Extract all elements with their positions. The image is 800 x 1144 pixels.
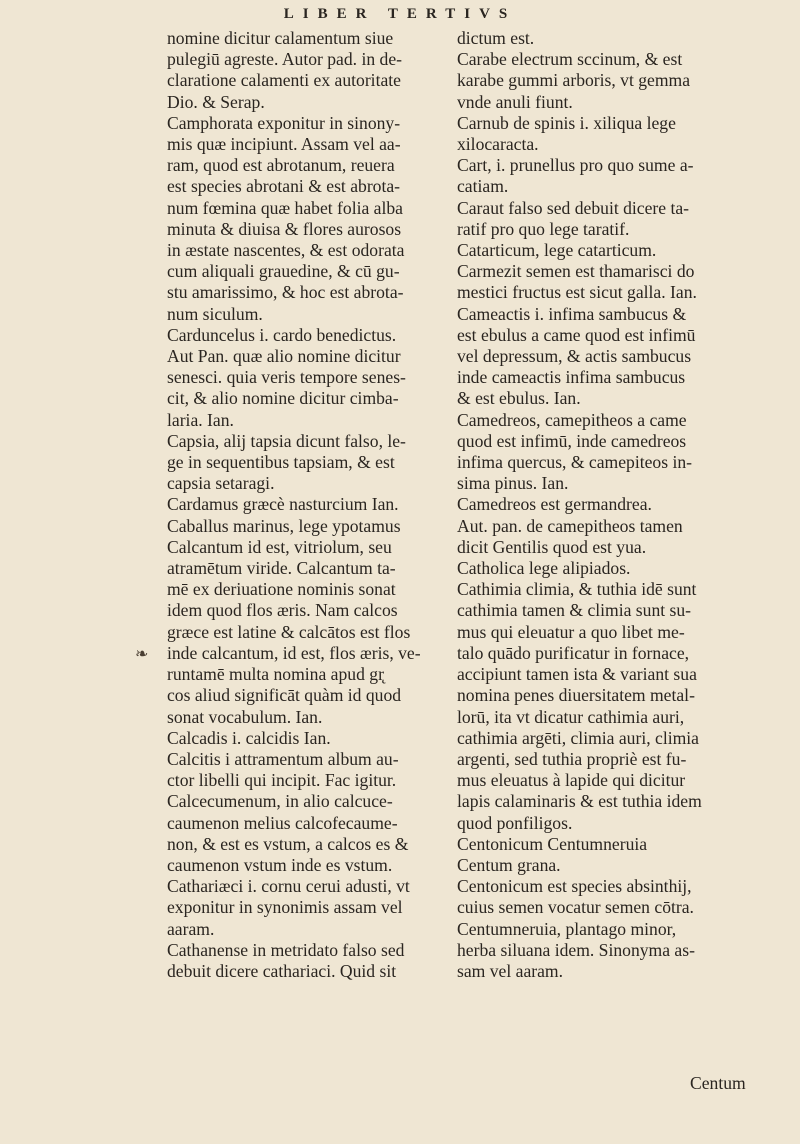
- text-line: laria. Ian.: [167, 409, 234, 430]
- text-line: num fœmina quæ habet folia alba: [167, 197, 403, 218]
- text-line: inde cameactis infima sambucus: [457, 367, 686, 388]
- text-line: est species abrotani & est abrota-: [167, 176, 401, 197]
- text-line: non, & est es vstum, a calcos es &: [167, 833, 409, 854]
- text-line: ram, quod est abrotanum, reuera: [167, 155, 395, 176]
- text-line: dictum est.: [457, 28, 535, 48]
- text-line: lapis calaminaris & est tuthia idem: [457, 791, 702, 812]
- text-line: vnde anuli fiunt.: [457, 91, 573, 112]
- text-line: exponitur in synonimis assam vel: [167, 897, 403, 918]
- text-line: Cathariæci i. cornu cerui adusti, vt: [167, 876, 410, 897]
- text-line: Camphorata exponitur in sinony-: [167, 112, 401, 133]
- text-line: cum aliquali grauedine, & cū gu-: [167, 261, 400, 282]
- text-line: cathimia tamen & climia sunt su-: [457, 600, 692, 621]
- text-line: lorū, ita vt dicatur cathimia auri,: [457, 706, 685, 727]
- text-line: Calcecumenum, in alio calcuce-: [167, 791, 393, 812]
- text-line: herba siluana idem. Sinonyma as-: [457, 939, 695, 960]
- text-line: Carduncelus i. cardo benedictus.: [167, 324, 397, 345]
- text-line: dicit Gentilis quod est yua.: [457, 536, 647, 557]
- text-line: Centum grana.: [457, 854, 561, 875]
- text-line: Cathimia climia, & tuthia idē sunt: [457, 579, 697, 600]
- text-line: mus eleuatus à lapide qui dicitur: [457, 770, 686, 791]
- text-line: Aut. pan. de camepitheos tamen: [457, 515, 683, 536]
- text-line: sima pinus. Ian.: [457, 473, 569, 494]
- text-line: Cameactis i. infima sambucus &: [457, 303, 687, 324]
- text-line: inde calcantum, id est, flos æris, ve-: [167, 642, 421, 663]
- text-line: Aut Pan. quæ alio nomine dicitur: [167, 346, 401, 367]
- text-line: vel depressum, & actis sambucus: [457, 346, 692, 367]
- text-line: mis quæ incipiunt. Assam vel aa-: [167, 134, 401, 155]
- text-line: sam vel aaram.: [457, 960, 564, 981]
- text-line: cos aliud significāt quàm id quod: [167, 685, 402, 706]
- text-line: græce est latine & calcātos est flos: [167, 621, 411, 642]
- text-line: catiam.: [457, 176, 509, 197]
- text-line: quod est infimū, inde camedreos: [457, 430, 687, 451]
- text-line: minuta & diuisa & flores aurosos: [167, 218, 402, 239]
- text-line: idem quod flos æris. Nam calcos: [167, 600, 398, 621]
- text-line: caumenon melius calcofecaume-: [167, 812, 398, 833]
- text-line: cathimia argēti, climia auri, climia: [457, 727, 699, 748]
- text-line: Calcitis i attramentum album au-: [167, 748, 399, 769]
- catchword: Centum: [690, 1073, 746, 1093]
- text-line: Calcantum id est, vitriolum, seu: [167, 536, 392, 557]
- text-line: atramētum viride. Calcantum ta-: [167, 558, 396, 579]
- text-line: xilocaracta.: [457, 134, 539, 155]
- text-line: senesci. quia veris tempore senes-: [167, 367, 406, 388]
- text-line: ctor libelli qui incipit. Fac igitur.: [167, 770, 397, 791]
- text-line: Cart, i. prunellus pro quo sume a-: [457, 155, 694, 176]
- text-line: cuius semen vocatur semen cōtra.: [457, 897, 694, 918]
- text-line: & est ebulus. Ian.: [457, 388, 581, 409]
- text-line: Carmezit semen est thamarisci do: [457, 261, 695, 282]
- text-line: Camedreos, camepitheos a came: [457, 409, 687, 430]
- right-column: [457, 28, 747, 982]
- text-line: Cathanense in metridato falso sed: [167, 939, 405, 960]
- text-line: Caballus marinus, lege ypotamus: [167, 515, 401, 536]
- text-line: Cardamus græcè nasturcium Ian.: [167, 494, 399, 515]
- text-line: capsia setaragi.: [167, 473, 275, 494]
- text-line: num siculum.: [167, 303, 263, 324]
- marginal-ornament: ❧: [135, 646, 149, 663]
- text-line: Caraut falso sed debuit dicere ta-: [457, 197, 690, 218]
- text-line: Carnub de spinis i. xiliqua lege: [457, 112, 676, 133]
- text-line: caumenon vstum inde es vstum.: [167, 854, 393, 875]
- text-line: Camedreos est germandrea.: [457, 494, 652, 515]
- text-line: Centonicum Centumneruia: [457, 833, 648, 854]
- text-line: sonat vocabulum. Ian.: [167, 706, 323, 727]
- text-line: mus qui eleuatur a quo libet me-: [457, 621, 685, 642]
- text-line: pulegiū agreste. Autor pad. in de-: [167, 49, 403, 70]
- text-line: accipiunt tamen ista & variant sua: [457, 664, 697, 685]
- text-line: Catholica lege alipiados.: [457, 558, 631, 579]
- text-line: quod ponfiligos.: [457, 812, 573, 833]
- text-line: Calcadis i. calcidis Ian.: [167, 727, 331, 748]
- text-line: Carabe electrum sccinum, & est: [457, 49, 683, 70]
- text-line: in æstate nascentes, & est odorata: [167, 240, 405, 261]
- text-line: cit, & alio nomine dicitur cimba-: [167, 388, 399, 409]
- text-line: nomine dicitur calamentum siue: [167, 28, 394, 48]
- text-line: est ebulus a came quod est infimū: [457, 324, 696, 345]
- text-line: debuit dicere cathariaci. Quid sit: [167, 960, 397, 981]
- text-line: argenti, sed tuthia propriè est fu-: [457, 748, 687, 769]
- text-line: stu amarissimo, & hoc est abrota-: [167, 282, 404, 303]
- text-line: talo quādo purificatur in fornace,: [457, 642, 690, 663]
- text-line: mestici fructus est sicut galla. Ian.: [457, 282, 697, 303]
- left-column: [167, 28, 439, 982]
- text-line: mē ex deriuatione nominis sonat: [167, 579, 396, 600]
- text-line: karabe gummi arboris, vt gemma: [457, 70, 691, 91]
- text-line: Catarticum, lege catarticum.: [457, 240, 657, 261]
- text-line: ratif pro quo lege taratif.: [457, 218, 630, 239]
- text-line: Centonicum est species absinthij,: [457, 876, 692, 897]
- text-line: aaram.: [167, 918, 215, 939]
- text-line: ge in sequentibus tapsiam, & est: [167, 452, 395, 473]
- running-title: LIBER TERTIVS: [283, 6, 517, 22]
- text-line: claratione calamenti ex autoritate: [167, 70, 401, 91]
- text-line: nomina penes diuersitatem metal-: [457, 685, 695, 706]
- text-line: infima quercus, & camepiteos in-: [457, 452, 692, 473]
- text-line: Capsia, alij tapsia dicunt falso, le-: [167, 430, 406, 451]
- text-line: Dio. & Serap.: [167, 91, 265, 112]
- text-line: Centumneruia, plantago minor,: [457, 918, 677, 939]
- text-line: runtamē multa nomina apud gr̨: [167, 664, 384, 685]
